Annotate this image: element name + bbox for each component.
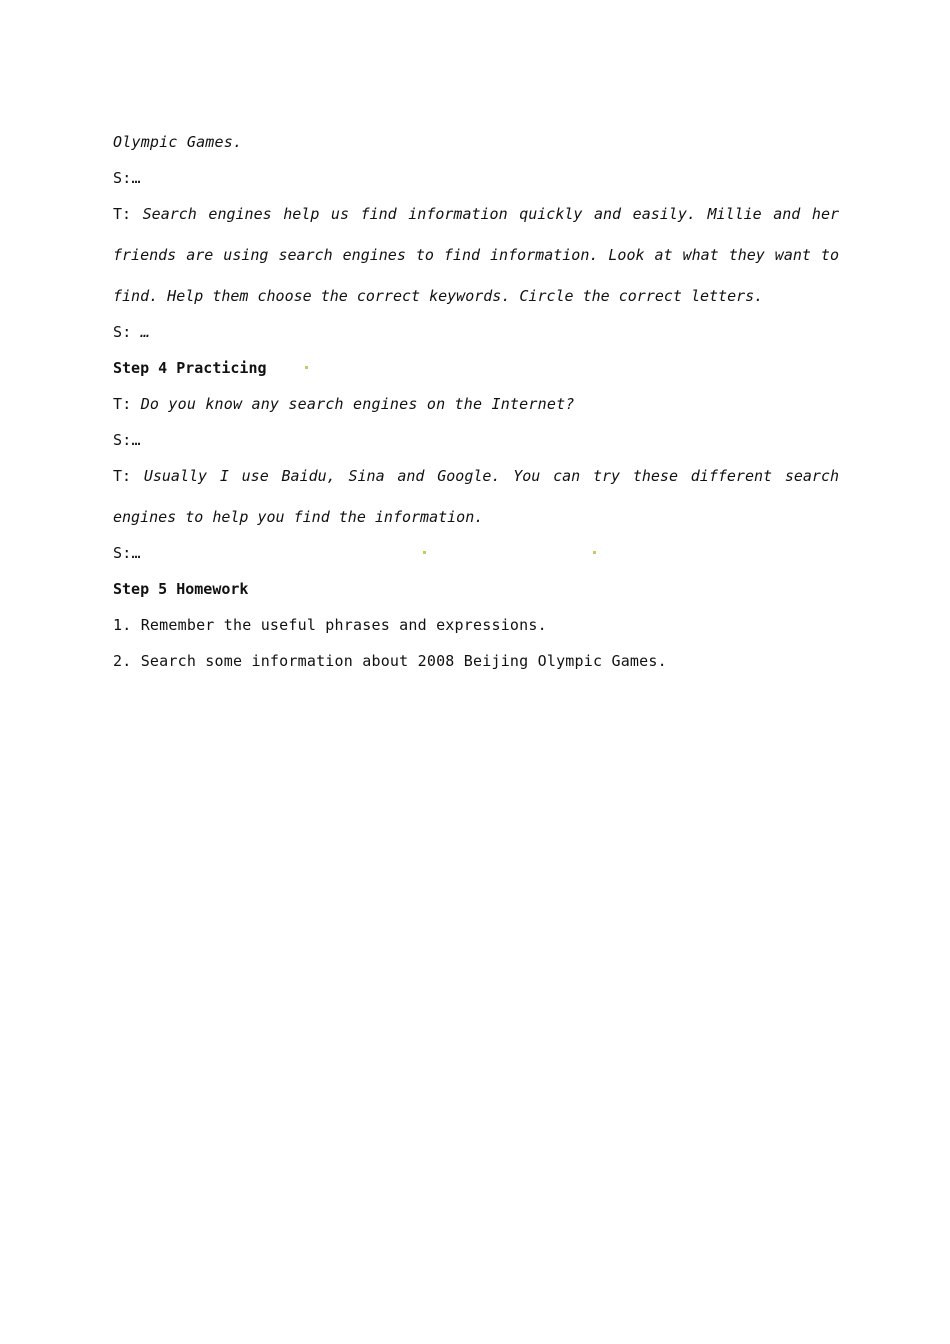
speaker-label: S: [113,544,132,562]
student-line [113,314,839,350]
line-text: Search engines help us find information quickly and easily. Millie and her friends are using search engines to find information. Look at what they want to find. Help them choose the correct keywords. Circle the correct letters. [113,205,840,305]
line-text: … [131,431,141,449]
scan-speck [305,366,308,369]
step-4-heading: Step 4 Practicing [113,359,267,377]
line-text: … [140,323,150,341]
speaker-label: T: [113,395,132,413]
line-text: Do you know any search engines on the Internet? [140,395,575,413]
teacher-line [113,386,839,422]
speaker-label: S: [113,431,132,449]
speaker-label: T: [113,205,132,223]
student-line [113,535,839,571]
scan-speck [423,551,426,554]
line-text: … [131,169,141,187]
student-line [113,160,839,196]
line-text: Olympic Games. [113,133,243,151]
step-5-heading: Step 5 Homework [113,580,249,598]
document-body [113,124,839,679]
speaker-label: S: [113,169,132,187]
text-line [113,124,839,160]
student-line [113,422,839,458]
teacher-paragraph [113,194,839,317]
homework-item: 2. Search some information about 2008 Beijing Olympic Games. [113,652,667,670]
line-text: … [131,544,141,562]
teacher-paragraph [113,456,839,538]
scan-speck [593,551,596,554]
homework-item: 1. Remember the useful phrases and expressions. [113,616,547,634]
speaker-label: S: [113,323,132,341]
speaker-label: T: [113,467,132,485]
line-text: Usually I use Baidu, Sina and Google. You can try these different search engines to help you find the information. [113,467,840,526]
